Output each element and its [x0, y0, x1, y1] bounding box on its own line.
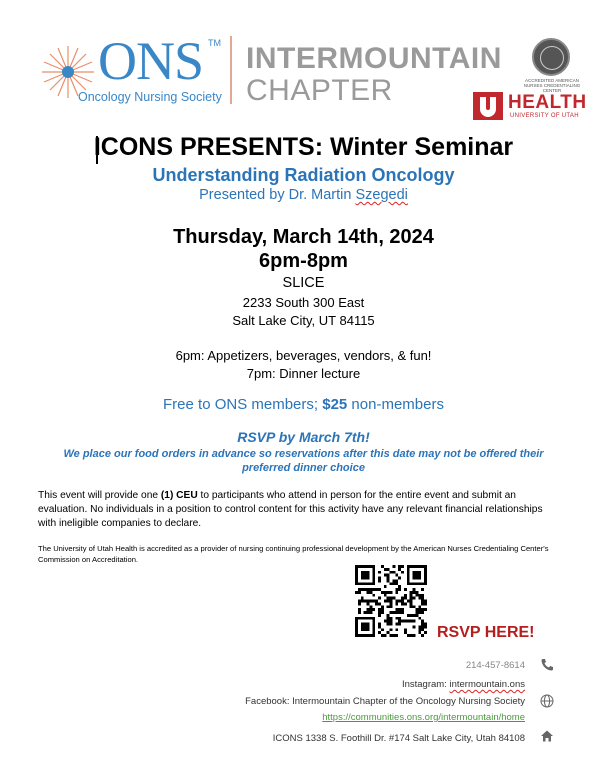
event-subtitle: Understanding Radiation Oncology — [152, 165, 455, 185]
instagram-handle: intermountain.ons — [449, 679, 525, 690]
contact-phone: 214-457-8614 — [465, 660, 525, 671]
rsvp-here-link[interactable]: RSVP HERE! — [437, 624, 535, 641]
pricing — [0, 396, 607, 413]
presenter — [0, 187, 607, 203]
uhealth-wordmark: HEALTH — [508, 92, 587, 113]
chapter-name-line2: CHAPTER — [246, 74, 393, 107]
event-time: 6pm-8pm — [259, 250, 348, 272]
presenter-prefix: Presented by Dr. Martin — [199, 187, 356, 203]
event-venue: SLICE — [282, 275, 325, 291]
event-date: Thursday, March 14th, 2024 — [173, 226, 434, 248]
instagram — [402, 679, 525, 690]
facebook: Facebook: Intermountain Chapter of the Oncology Nursing Society — [245, 696, 525, 707]
ceu-text-2: to participants who attend in person for the entire event and submit an evaluation. No individuals in a position to control content for this activity have any relevant financial relationships with ineligible companies to declare. — [38, 490, 543, 529]
ons-subtitle: Oncology Nursing Society — [78, 90, 222, 104]
event-title: ICONS PRESENTS: Winter Seminar — [93, 133, 514, 161]
mailing-address: ICONS 1338 S. Foothill Dr. #174 Salt Lake City, Utah 84108 — [272, 733, 525, 744]
seal-caption: ACCREDITED AMERICAN NURSES CREDENTIALING CENTER — [523, 78, 581, 93]
university-of-utah-u-icon — [473, 92, 503, 120]
uhealth-subtitle: UNIVERSITY OF UTAH — [510, 113, 579, 119]
schedule-item: 6pm: Appetizers, beverages, vendors, & fun! — [175, 348, 432, 363]
ons-trademark: TM — [208, 38, 221, 48]
phone-icon — [540, 658, 554, 672]
price-suffix: non-members — [347, 396, 444, 413]
ons-logo-text: ONS — [98, 31, 204, 91]
header-divider — [230, 36, 232, 104]
instagram-label: Instagram: — [401, 679, 450, 690]
accreditation-seal-icon — [532, 38, 570, 76]
price-amount: $25 — [322, 396, 348, 413]
ceu-statement — [38, 489, 558, 531]
rsvp-deadline: RSVP by March 7th! — [237, 429, 370, 445]
presenter-last-name: Szegedi — [355, 187, 408, 203]
ceu-count: (1) CEU — [160, 490, 198, 501]
schedule-item: 7pm: Dinner lecture — [246, 366, 361, 381]
rsvp-note: We place our food orders in advance so reservations after this date may not be offered their preferred dinner choice — [63, 448, 544, 474]
accreditation-statement: The University of Utah Health is accredited as a provider of nursing continuing professional development by the American Nurses Credentialing Center's Commission on Accreditation. — [38, 544, 549, 564]
globe-icon — [540, 694, 554, 708]
venue-address-line2: Salt Lake City, UT 84115 — [232, 313, 375, 328]
price-prefix: Free to ONS members; — [163, 396, 323, 413]
ceu-text-1: This event will provide one — [38, 490, 161, 501]
home-icon — [540, 729, 554, 743]
venue-address-line1: 2233 South 300 East — [242, 295, 365, 310]
community-website-link[interactable]: https://communities.ons.org/intermountain/home — [322, 712, 525, 723]
rsvp-qr-code[interactable] — [355, 565, 427, 637]
chapter-name-line1: INTERMOUNTAIN — [246, 42, 502, 75]
